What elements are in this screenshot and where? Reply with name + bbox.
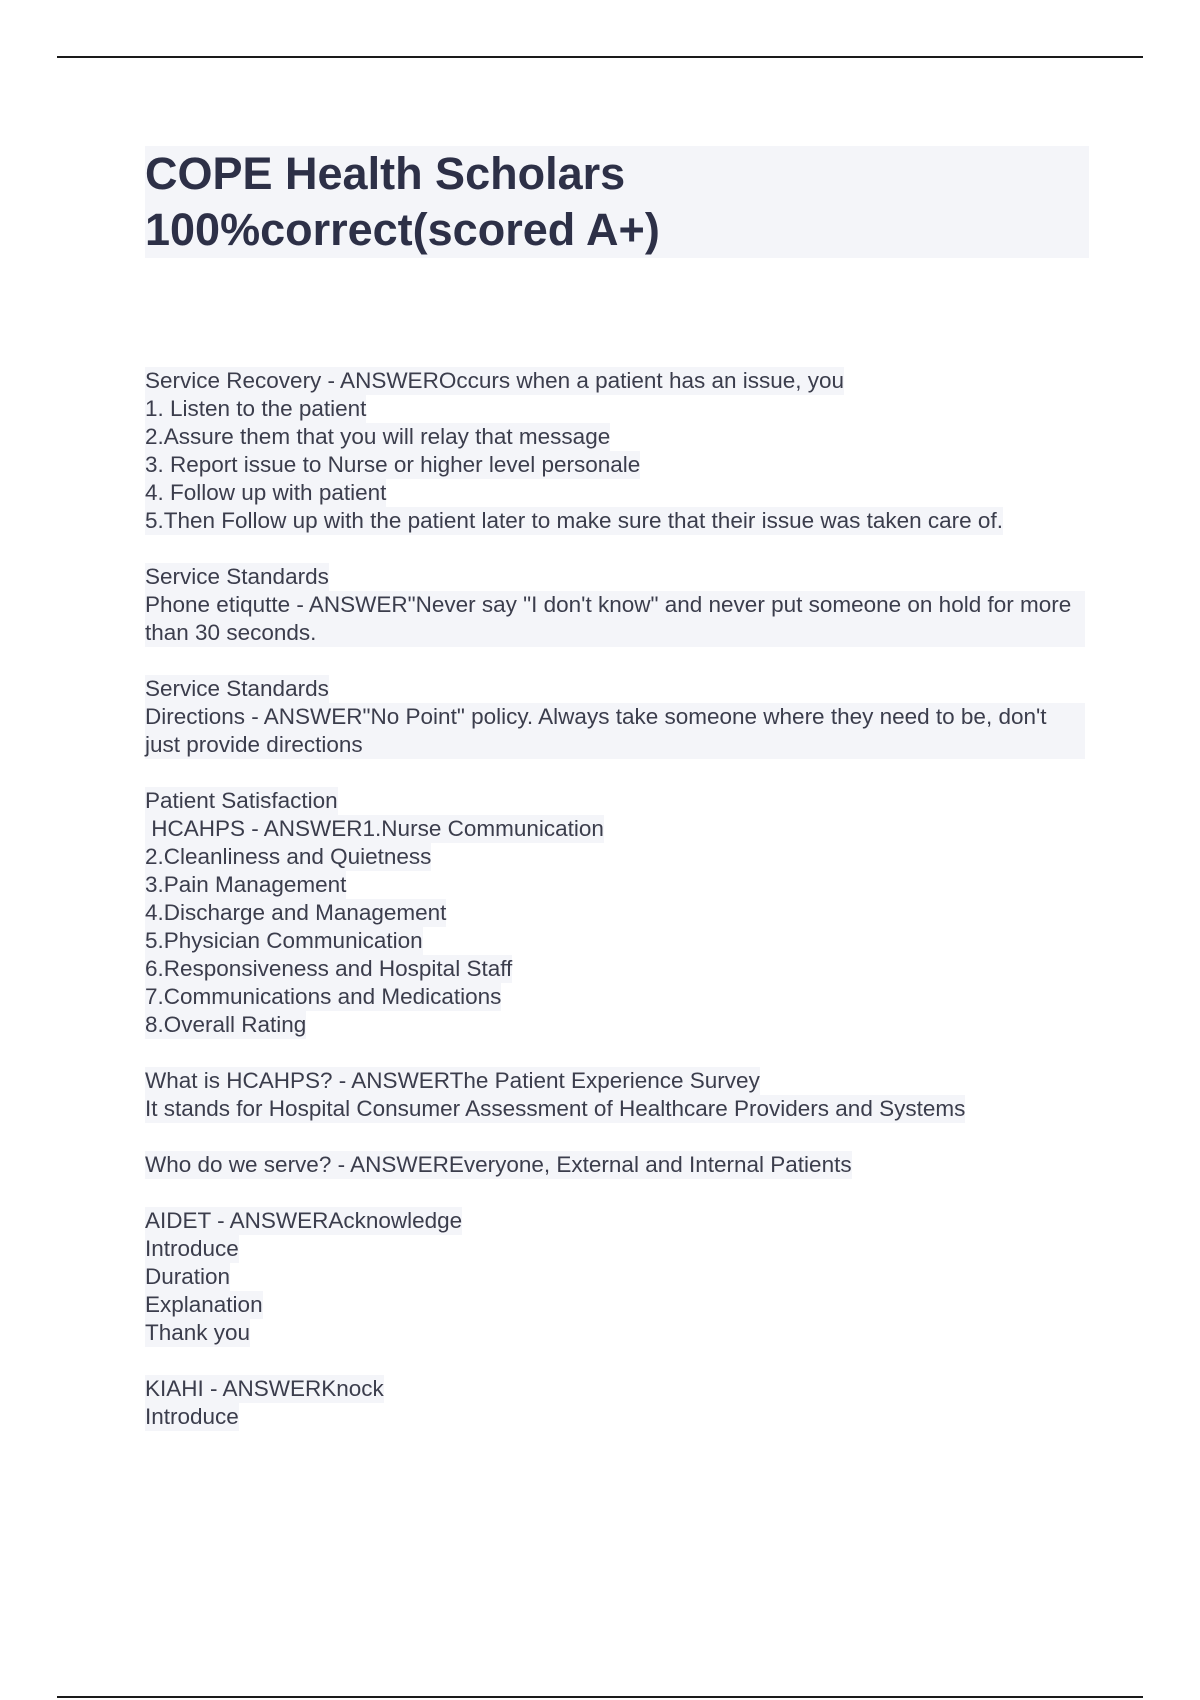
entry-line: Explanation (145, 1292, 263, 1317)
entry-line: 6.Responsiveness and Hospital Staff (145, 956, 513, 981)
header-rule (57, 56, 1143, 58)
footer-rule (57, 1696, 1143, 1698)
entry-line: 3. Report issue to Nurse or higher level personale (145, 452, 641, 477)
entry-line: 8.Overall Rating (145, 1012, 307, 1037)
entry-line: 2.Assure them that you will relay that message (145, 424, 611, 449)
entry-line: 5.Then Follow up with the patient later to make sure that their issue was taken care of. (145, 508, 1003, 533)
entry-line: 7.Communications and Medications (145, 984, 502, 1009)
qa-entry-service-recovery (145, 367, 1105, 535)
qa-entry-kiahi (145, 1375, 1105, 1431)
entry-line: KIAHI - ANSWERKnock (145, 1376, 384, 1401)
entry-line: Who do we serve? - ANSWEREveryone, External and Internal Patients (145, 1152, 852, 1177)
title-line-1: COPE Health Scholars (145, 148, 626, 199)
entry-line: Duration (145, 1264, 231, 1289)
entry-line: What is HCAHPS? - ANSWERThe Patient Experience Survey (145, 1068, 760, 1093)
entry-line: Directions - ANSWER"No Point" policy. Always take someone where they need to be, don't just provide directions (145, 703, 1085, 759)
entry-line: Thank you (145, 1320, 251, 1345)
entry-line: 4.Discharge and Management (145, 900, 447, 925)
entry-line: AIDET - ANSWERAcknowledge (145, 1208, 463, 1233)
title-line-2: 100%correct(scored A+) (145, 204, 660, 255)
entry-line: 1. Listen to the patient (145, 396, 367, 421)
entry-line: HCAHPS - ANSWER1.Nurse Communication (145, 816, 604, 841)
entry-line: 3.Pain Management (145, 872, 347, 897)
entry-line: 5.Physician Communication (145, 928, 423, 953)
qa-entry-who-do-we-serve (145, 1151, 1105, 1179)
document-title (145, 146, 1089, 258)
qa-entry-what-is-hcahps (145, 1067, 1105, 1123)
entry-line: Service Standards (145, 676, 329, 701)
entry-line: Patient Satisfaction (145, 788, 338, 813)
qa-entry-hcahps-list (145, 787, 1105, 1039)
entry-line: Phone etiqutte - ANSWER"Never say "I don't know" and never put someone on hold for more than 30 seconds. (145, 591, 1085, 647)
entry-line: 2.Cleanliness and Quietness (145, 844, 432, 869)
document-body (145, 367, 1105, 1459)
entry-line: It stands for Hospital Consumer Assessment of Healthcare Providers and Systems (145, 1096, 966, 1121)
entry-line: Introduce (145, 1404, 239, 1429)
qa-entry-aidet (145, 1207, 1105, 1347)
entry-line: 4. Follow up with patient (145, 480, 387, 505)
entry-line: Introduce (145, 1236, 239, 1261)
entry-line: Service Standards (145, 564, 329, 589)
qa-entry-phone-etiquette (145, 563, 1105, 647)
entry-line: Service Recovery - ANSWEROccurs when a patient has an issue, you (145, 368, 845, 393)
qa-entry-directions (145, 675, 1105, 759)
